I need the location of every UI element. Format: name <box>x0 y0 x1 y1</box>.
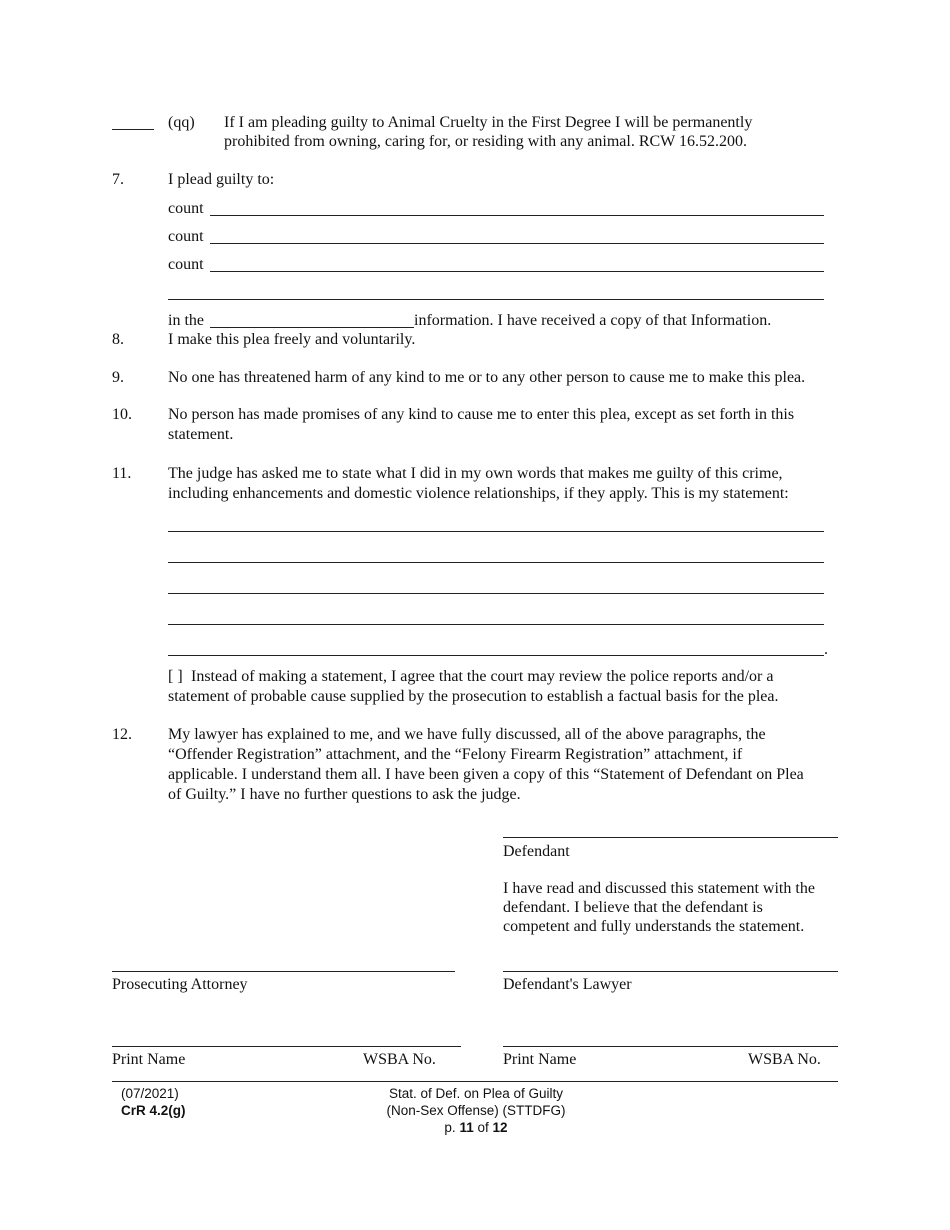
count-blank-1[interactable] <box>210 215 824 216</box>
item-9-number: 9. <box>112 369 124 386</box>
statement-line-3[interactable] <box>168 593 824 594</box>
count-blank-4[interactable] <box>168 299 824 300</box>
count-label: count <box>168 228 204 245</box>
item-qq-label: (qq) <box>168 114 195 131</box>
lawyer-print-name-label: Print Name <box>503 1051 577 1068</box>
statement-line-4[interactable] <box>168 624 824 625</box>
statement-period: . <box>824 641 828 658</box>
prosecutor-signature-line[interactable] <box>112 971 455 972</box>
count-label: count <box>168 256 204 273</box>
lawyer-statement-line1: I have read and discussed this statement with the <box>503 880 815 897</box>
count-blank-3[interactable] <box>210 271 824 272</box>
statement-line-2[interactable] <box>168 562 824 563</box>
lawyer-statement-line3: competent and fully understands the statement. <box>503 918 805 935</box>
item-7-number: 7. <box>112 171 124 188</box>
information-text: information. I have received a copy of that Information. <box>414 312 772 329</box>
initials-blank[interactable] <box>112 129 154 130</box>
item-qq-line2: prohibited from owning, caring for, or residing with any animal. RCW 16.52.200. <box>224 133 747 150</box>
footer-divider <box>112 1081 838 1082</box>
defendant-signature-line[interactable] <box>503 837 838 838</box>
lawyer-print-name-line[interactable] <box>503 1046 838 1047</box>
in-the-label: in the <box>168 312 204 329</box>
count-blank-2[interactable] <box>210 243 824 244</box>
prosecuting-attorney-label: Prosecuting Attorney <box>112 976 248 993</box>
lawyer-statement-line2: defendant. I believe that the defendant is <box>503 899 763 916</box>
lawyer-wsba-label: WSBA No. <box>748 1051 821 1068</box>
item-12-line1: My lawyer has explained to me, and we have fully discussed, all of the above paragraphs, the <box>168 726 766 743</box>
prosecutor-print-name-label: Print Name <box>112 1051 186 1068</box>
police-report-checkbox[interactable]: [ ] <box>168 668 183 685</box>
footer-date: (07/2021) <box>121 1086 179 1101</box>
prosecutor-print-name-line[interactable] <box>112 1046 461 1047</box>
prosecutor-wsba-label: WSBA No. <box>363 1051 436 1068</box>
item-qq-line1: If I am pleading guilty to Animal Cruelty in the First Degree I will be permanently <box>224 114 753 131</box>
item-8-number: 8. <box>112 331 124 348</box>
information-type-blank[interactable] <box>210 327 414 328</box>
item-8-text: I make this plea freely and voluntarily. <box>168 331 416 348</box>
item-11-number: 11. <box>112 465 132 482</box>
item-11-line2: including enhancements and domestic violence relationships, if they apply. This is my statement: <box>168 485 789 502</box>
footer-rule: CrR 4.2(g) <box>121 1103 186 1118</box>
item-12-number: 12. <box>112 726 132 743</box>
item-7-text: I plead guilty to: <box>168 171 275 188</box>
footer-title <box>326 1085 626 1136</box>
item-12-line4: of Guilty.” I have no further questions to ask the judge. <box>168 786 521 803</box>
defendants-lawyer-label: Defendant's Lawyer <box>503 976 632 993</box>
item-12-line2: “Offender Registration” attachment, and the “Felony Firearm Registration” attachment, if <box>168 746 743 763</box>
item-12-line3: applicable. I understand them all. I have been given a copy of this “Statement of Defendant on Plea <box>168 766 804 783</box>
count-label: count <box>168 200 204 217</box>
police-report-line1: Instead of making a statement, I agree that the court may review the police reports and/or a <box>191 668 774 685</box>
police-report-line2: statement of probable cause supplied by the prosecution to establish a factual basis for the plea. <box>168 688 779 705</box>
footer-title-line2: (Non-Sex Offense) (STTDFG) <box>386 1103 566 1118</box>
statement-line-1[interactable] <box>168 531 824 532</box>
footer-page-number: p. 11 of 12 <box>444 1120 508 1135</box>
item-11-line1: The judge has asked me to state what I did in my own words that makes me guilty of this crime, <box>168 465 783 482</box>
statement-line-5[interactable] <box>168 655 824 656</box>
defendant-label: Defendant <box>503 843 570 860</box>
lawyer-signature-line[interactable] <box>503 971 838 972</box>
item-9-text: No one has threatened harm of any kind to me or to any other person to cause me to make this plea. <box>168 369 806 386</box>
item-10-number: 10. <box>112 406 132 423</box>
footer-title-line1: Stat. of Def. on Plea of Guilty <box>388 1086 564 1101</box>
item-10-line1: No person has made promises of any kind to cause me to enter this plea, except as set forth in this <box>168 406 795 423</box>
item-10-line2: statement. <box>168 426 234 443</box>
